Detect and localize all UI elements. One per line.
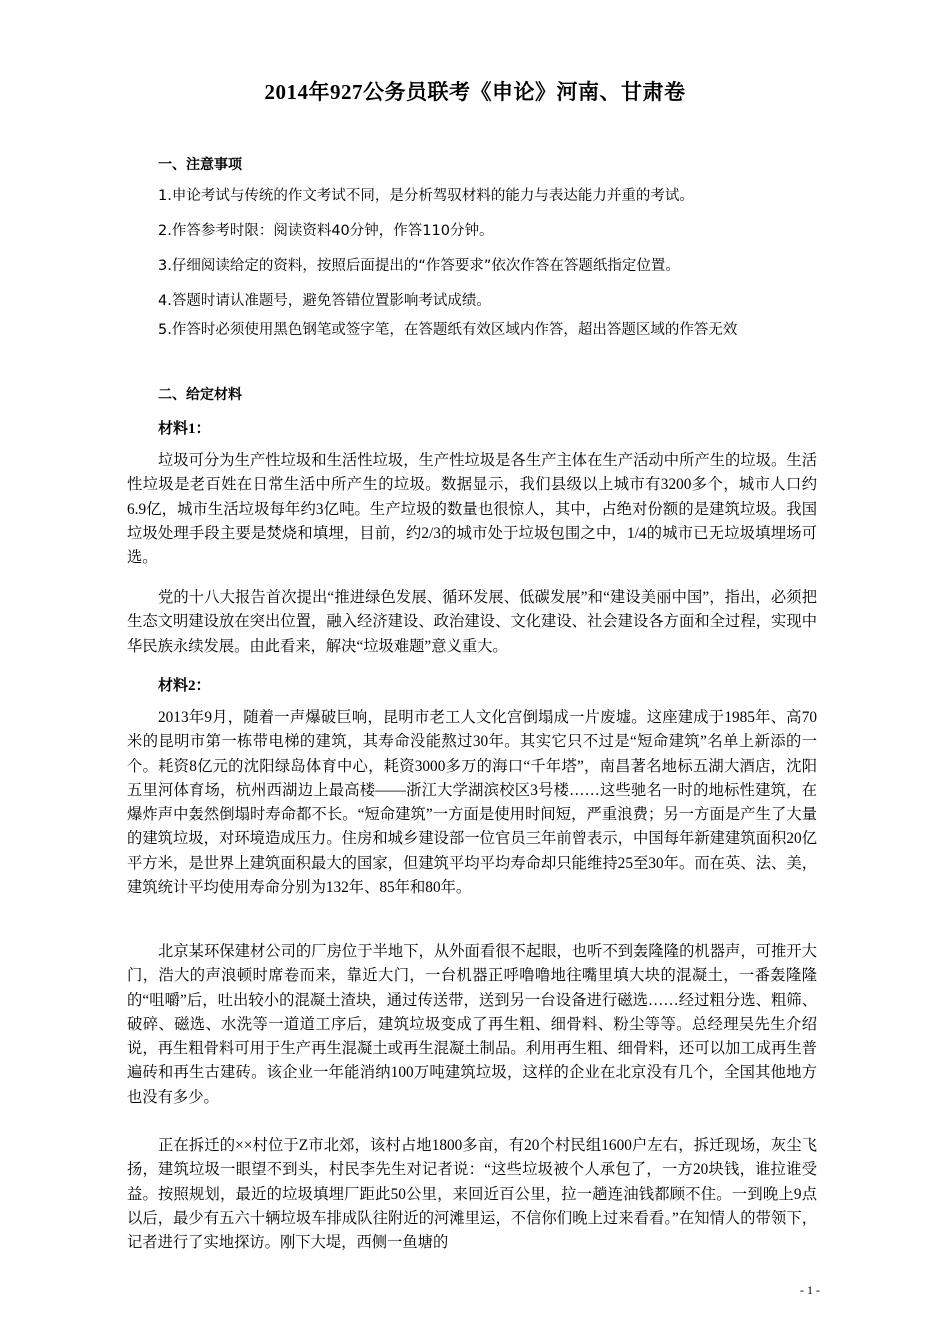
notice-item-5: 5.作答时必须使用黑色钢笔或签字笔，在答题纸有效区域内作答，超出答题区域的作答无效 xyxy=(158,322,738,338)
page-number: - 1 - xyxy=(800,1283,820,1297)
section-heading-notices: 一、注意事项 xyxy=(158,157,242,173)
notice-item-3: 3.仔细阅读给定的资料，按照后面提出的“作答要求”依次作答在答题纸指定位置。 xyxy=(158,258,680,274)
material-1-paragraph-2: 党的十八大报告首次提出“推进绿色发展、循环发展、低碳发展”和“建设美丽中国”，指出，必须把生态文明建设放在突出位置，融入经济建设、政治建设、文化建设、社会建设各方面和全过程，实现中华民族永续发展。由此看来，解决“垃圾难题”意义重大。 xyxy=(127,589,817,655)
material-2-paragraph-2: 北京某环保建材公司的厂房位于半地下，从外面看很不起眼，也听不到轰隆隆的机器声，可推开大门，浩大的声浪顿时席卷而来，靠近大门，一台机器正呼噜噜地往嘴里填大块的混凝土，一番轰隆隆的“咀嚼”后，吐出较小的混凝土渣块，通过传送带，送到另一台设备进行磁选……经过粗分选、粗筛、破碎、磁选、水洗等一道道工序后，建筑垃圾变成了再生粗、细骨料、粉尘等等。总经理吴先生介绍说，再生粗骨料可用于生产再生混凝土或再生混凝土制品。利用再生粗、细骨料，还可以加工成再生普遍砖和再生古建砖。该企业一年能消纳100万吨建筑垃圾，这样的企业在北京没有几个，全国其他地方也没有多少。 xyxy=(127,943,817,1106)
notice-item-4: 4.答题时请认准题号，避免答错位置影响考试成绩。 xyxy=(158,293,491,309)
material-2-paragraph-3: 正在拆迁的××村位于Z市北郊，该村占地1800多亩，有20个村民组1600户左右，拆迁现场，灰尘飞扬，建筑垃圾一眼望不到头，村民李先生对记者说：“这些垃圾被个人承包了，一方20块钱，谁拉谁受益。按照规划，最近的垃圾填埋厂距此50公里，来回近百公里，拉一趟连油钱都顾不住。一到晚上9点以后，最少有五六十辆垃圾车排成队往附近的河滩里运，不信你们晚上过来看看。”在知情人的带领下，记者进行了实地探访。刚下大堤，西侧一鱼塘的 xyxy=(127,1137,817,1252)
material-2-paragraph-1: 2013年9月，随着一声爆破巨响，昆明市老工人文化宫倒塌成一片废墟。这座建成于1985年、高70米的昆明市第一栋带电梯的建筑，其寿命没能熬过30年。其实它只不过是“短命建筑”名单上新添的一个。耗资8亿元的沈阳绿岛体育中心，耗资3000多万的海口“千年塔”，南昌著名地标五湖大酒店，沈阳五里河体育场，杭州西湖边上最高楼——浙江大学湖滨校区3号楼……这些驰名一时的地标性建筑，在爆炸声中轰然倒塌时寿命都不长。“短命建筑”一方面是使用时间短，严重浪费；另一方面是产生了大量的建筑垃圾，对环境造成压力。住房和城乡建设部一位官员三年前曾表示，中国每年新建建筑面积20亿平方米，是世界上建筑面积最大的国家，但建筑平均平均寿命却只能维持25至30年。而在英、法、美，建筑统计平均使用寿命分别为132年、85年和80年。 xyxy=(127,709,817,897)
section-heading-materials: 二、给定材料 xyxy=(158,387,242,403)
material-2-label: 材料2： xyxy=(158,678,211,694)
material-1-paragraph-1: 垃圾可分为生产性垃圾和生活性垃圾，生产性垃圾是各生产主体在生产活动中所产生的垃圾。生活性垃圾是老百姓在日常生活中所产生的垃圾。数据显示，我们县级以上城市有3200多个，城市人口约6.9亿，城市生活垃圾每年约3亿吨。生产垃圾的数量也很惊人，其中，占绝对份额的是建筑垃圾。我国垃圾处理手段主要是焚烧和填埋，目前，约2/3的城市处于垃圾包围之中，1/4的城市已无垃圾填埋场可选。 xyxy=(127,452,817,567)
material-1-label: 材料1： xyxy=(158,421,211,437)
notice-item-1: 1.申论考试与传统的作文考试不同，是分析驾驭材料的能力与表达能力并重的考试。 xyxy=(158,188,694,204)
notice-item-2: 2.作答参考时限：阅读资料40分钟，作答110分钟。 xyxy=(158,223,494,239)
document-title: 2014年927公务员联考《申论》河南、甘肃卷 xyxy=(264,80,686,104)
